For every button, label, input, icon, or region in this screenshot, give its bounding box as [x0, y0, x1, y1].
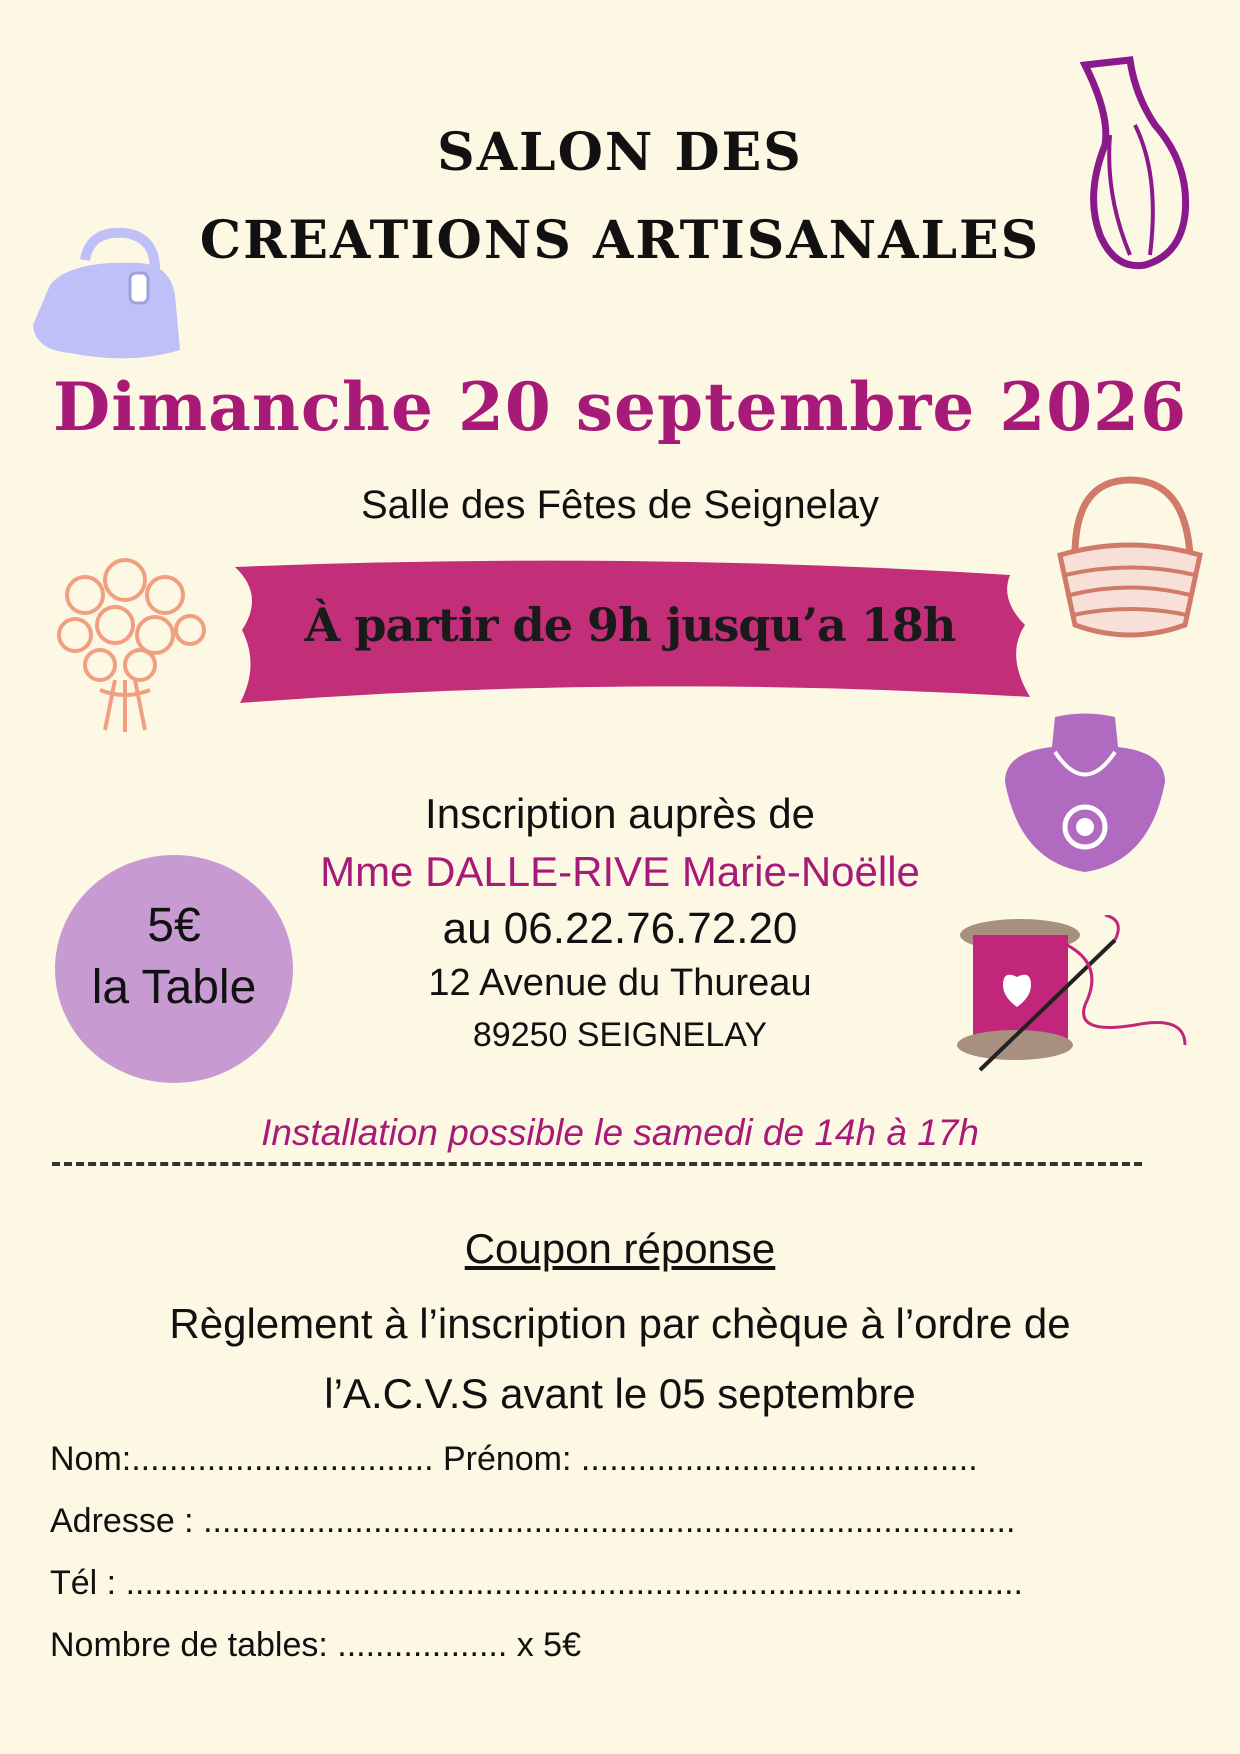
event-date: Dimanche 20 septembre 2026 — [52, 368, 1188, 446]
tables-count-field: Nombre de tables: .................. x 5€ — [50, 1626, 582, 1664]
opening-hours: À partir de 9h jusqu’a 18h — [304, 598, 956, 652]
address-line-2: 89250 SEIGNELAY — [472, 1016, 768, 1054]
vase-icon — [1075, 55, 1195, 275]
title-line-1: SALON DES — [437, 122, 803, 183]
contact-name: Mme DALLE-RIVE Marie-Noëlle — [320, 848, 920, 895]
address-field: Adresse : ...................................................................................... — [50, 1502, 1016, 1540]
address-line-1: 12 Avenue du Thureau — [428, 962, 812, 1004]
basket-icon — [1055, 475, 1205, 645]
installation-note: Installation possible le samedi de 14h à 17h — [261, 1112, 979, 1153]
registration-intro: Inscription auprès de — [425, 790, 815, 837]
title-line-2: CREATIONS ARTISANALES — [199, 210, 1041, 271]
name-field: Nom:................................ Prénom: .......................................... — [50, 1440, 978, 1478]
payment-instructions-line-2: l’A.C.V.S avant le 05 septembre — [324, 1370, 916, 1417]
cut-line-divider — [52, 1162, 1142, 1166]
handbag-icon — [30, 225, 180, 365]
price-unit: la Table — [91, 961, 257, 1014]
price-amount: 5€ — [147, 899, 201, 952]
coupon-heading: Coupon réponse — [464, 1225, 776, 1272]
venue: Salle des Fêtes de Seignelay — [360, 483, 880, 527]
contact-phone: au 06.22.76.72.20 — [442, 904, 798, 953]
thread-spool-icon — [955, 915, 1190, 1080]
payment-instructions-line-1: Règlement à l’inscription par chèque à l’ordre de — [169, 1300, 1071, 1347]
bouquet-icon — [45, 550, 210, 735]
phone-field: Tél : ............................................................................................... — [50, 1564, 1023, 1602]
